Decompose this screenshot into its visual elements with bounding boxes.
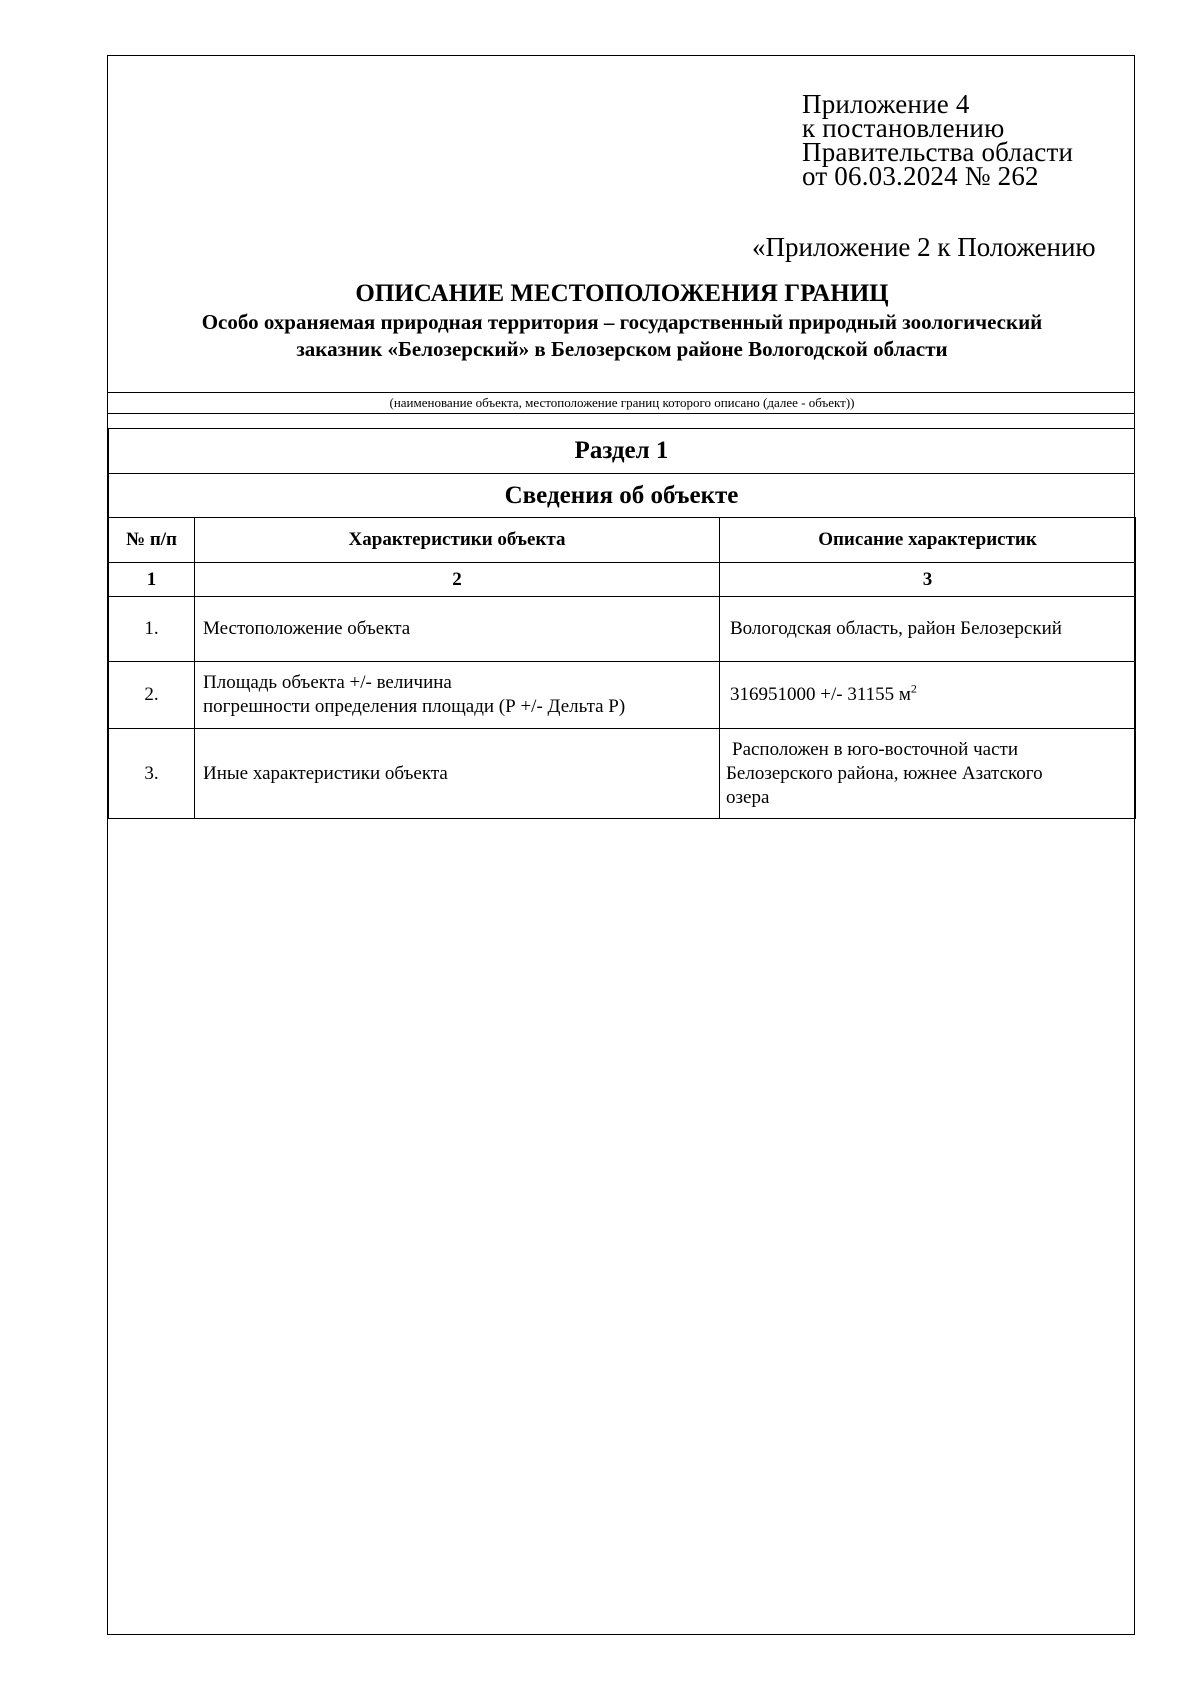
table-header-row — [109, 518, 1136, 563]
header-cell: № п/п — [109, 518, 195, 563]
row-description-line: озера — [726, 786, 770, 808]
appendix-line: от 06.03.2024 № 262 — [802, 161, 1039, 191]
object-name — [107, 309, 1137, 363]
appendix-block — [802, 89, 1074, 191]
object-name-line: Особо охраняемая природная территория – государственный природный зоологический — [201, 310, 1043, 334]
section-heading: Сведения об объекте — [108, 473, 1135, 518]
row-description-line: Белозерского района, южнее Азатского — [726, 762, 1043, 784]
row-characteristic — [195, 662, 720, 729]
appendix-line: к постановлению — [802, 113, 1005, 143]
area-value: 316951000 +/- 31155 м — [730, 684, 911, 705]
row-characteristic-line: Площадь объекта +/- величина — [203, 672, 452, 693]
row-description — [720, 729, 1136, 819]
table-row — [109, 729, 1136, 819]
area-unit-exponent: 2 — [910, 681, 917, 696]
row-description — [720, 662, 1136, 729]
column-number: 2 — [195, 563, 720, 597]
table-row — [109, 662, 1136, 729]
appendix-line: Приложение 4 — [802, 89, 970, 119]
row-number: 2. — [109, 662, 195, 729]
row-description: Вологодская область, район Белозерский — [720, 597, 1136, 662]
row-characteristic-line: погрешности определения площади (Р +/- Дельта Р) — [203, 696, 626, 717]
divider-line — [107, 392, 1135, 393]
column-number: 3 — [720, 563, 1136, 597]
header-cell: Описание характеристик — [720, 518, 1136, 563]
column-number-row — [109, 563, 1136, 597]
object-name-line: заказник «Белозерский» в Белозерском районе Вологодской области — [296, 337, 948, 361]
document-title: ОПИСАНИЕ МЕСТОПОЛОЖЕНИЯ ГРАНИЦ — [355, 280, 889, 307]
row-number: 1. — [109, 597, 195, 662]
object-info-table — [108, 517, 1136, 819]
row-number: 3. — [109, 729, 195, 819]
divider-line — [107, 413, 1135, 414]
header-cell: Характеристики объекта — [195, 518, 720, 563]
object-name-note: (наименование объекта, местоположение границ которого описано (далее - объект)) — [389, 395, 855, 410]
row-characteristic: Иные характеристики объекта — [195, 729, 720, 819]
row-description-line: Расположен в юго-восточной части — [732, 738, 1018, 760]
column-number: 1 — [109, 563, 195, 597]
row-characteristic: Местоположение объекта — [195, 597, 720, 662]
section-label: Раздел 1 — [108, 428, 1135, 474]
appendix-line: Правительства области — [802, 137, 1074, 167]
appendix-reference: «Приложение 2 к Положению — [752, 232, 1096, 262]
table-row — [109, 597, 1136, 662]
